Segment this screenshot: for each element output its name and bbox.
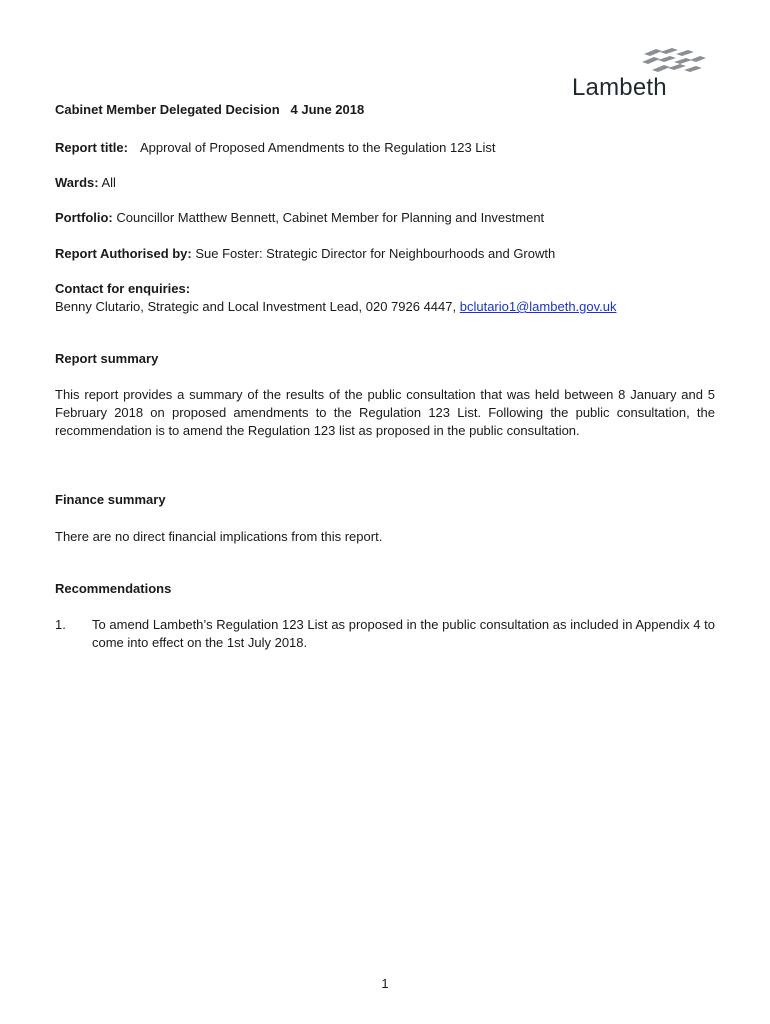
authorised-row: [55, 245, 715, 263]
finance-summary-heading: Finance summary: [55, 492, 166, 507]
recommendation-number: 1.: [55, 617, 66, 632]
finance-summary-text: There are no direct financial implications from this report.: [55, 529, 383, 544]
contact-section: [55, 280, 715, 316]
contact-details: Benny Clutario, Strategic and Local Investment Lead, 020 7926 4447,: [55, 299, 457, 314]
wards-label: Wards:: [55, 175, 99, 190]
contact-label: Contact for enquiries:: [55, 281, 191, 296]
page-title: [55, 101, 715, 119]
recommendation-text: To amend Lambeth’s Regulation 123 List as proposed in the public consultation as included in Appendix 4 to come into effect on the 1st July 2018.: [92, 617, 715, 650]
authorised-value: Sue Foster: Strategic Director for Neighbourhoods and Growth: [195, 246, 556, 261]
decision-date: 4 June 2018: [290, 102, 365, 117]
recommendations-heading: Recommendations: [55, 581, 172, 596]
logo-text: Lambeth: [572, 74, 667, 101]
lambeth-chevrons-icon: [640, 48, 712, 74]
page-number: 1: [381, 976, 389, 991]
lambeth-logo: [572, 48, 712, 104]
report-summary-text: This report provides a summary of the results of the public consultation that was held between 8 January and 5 February 2018 on proposed amendments to the Regulation 123 List. Following the public consultation, the recommendation is to amend the Regulation 123 list as proposed in the public consultation.: [55, 387, 715, 438]
authorised-label: Report Authorised by:: [55, 246, 192, 261]
portfolio-row: [55, 209, 715, 227]
wards-value: All: [101, 175, 116, 190]
contact-email-link[interactable]: bclutario1@lambeth.gov.uk: [459, 299, 617, 314]
report-title-label: Report title:: [55, 140, 128, 155]
contact-details-line: [55, 298, 715, 316]
report-title-value: Approval of Proposed Amendments to the Regulation 123 List: [139, 140, 496, 155]
portfolio-label: Portfolio:: [55, 210, 113, 225]
decision-title: Cabinet Member Delegated Decision: [55, 102, 280, 117]
report-summary-heading: Report summary: [55, 351, 159, 366]
recommendation-item: [55, 616, 715, 656]
portfolio-value: Councillor Matthew Bennett, Cabinet Member for Planning and Investment: [116, 210, 545, 225]
report-title-row: [55, 139, 715, 157]
wards-row: [55, 174, 715, 192]
